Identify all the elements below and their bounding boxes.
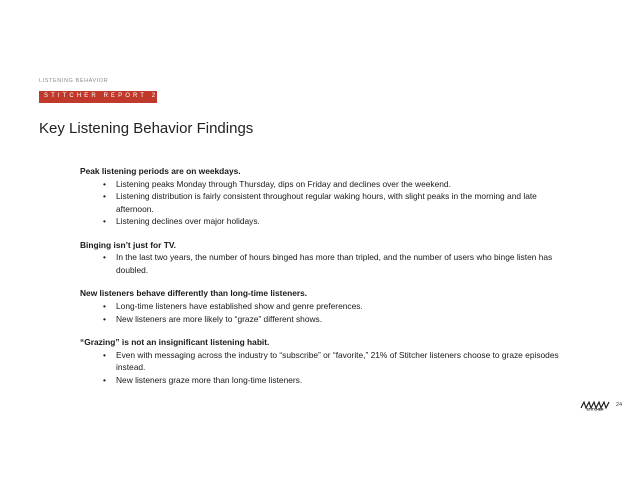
finding-bullets [80, 178, 560, 228]
finding-heading: New listeners behave differently than long-time listeners. [80, 288, 308, 299]
finding-heading: “Grazing” is not an insignificant listening habit. [80, 336, 270, 347]
page-title: Key Listening Behavior Findings [39, 120, 254, 137]
finding-bullet [80, 349, 560, 374]
finding-bullet [80, 313, 560, 326]
report-band [39, 91, 178, 103]
section-eyebrow: LISTENING BEHAVIOR [39, 78, 109, 84]
bullet-icon: • [103, 191, 106, 202]
finding-section [80, 165, 560, 228]
finding-bullet [80, 178, 560, 191]
bullet-icon: • [103, 216, 106, 227]
finding-bullets [80, 251, 560, 276]
bullet-text: In the last two years, the number of hours binged has more than tripled, and the number of users who binge listen has doubled. [116, 252, 553, 275]
report-band-label: STITCHER REPORT 2020 [44, 93, 178, 99]
bullet-icon: • [103, 313, 106, 324]
bullet-text: New listeners are more likely to “graze” different shows. [116, 313, 323, 324]
finding-heading: Binging isn’t just for TV. [80, 239, 177, 250]
logo-text: STITCHER [586, 407, 604, 411]
finding-section [80, 336, 560, 386]
finding-bullet [80, 300, 560, 313]
stitcher-logo [580, 399, 610, 411]
bullet-text: Listening declines over major holidays. [116, 216, 260, 227]
finding-bullet [80, 374, 560, 387]
bullet-icon: • [103, 374, 106, 385]
bullet-text: Listening peaks Monday through Thursday, dips on Friday and declines over the weekend. [116, 178, 451, 189]
bullet-icon: • [103, 252, 106, 263]
finding-section [80, 239, 560, 277]
bullet-text: Listening distribution is fairly consistent throughout regular waking hours, with slight peaks in the morning and late afternoon. [116, 191, 537, 214]
bullet-icon: • [103, 300, 106, 311]
bullet-text: Even with messaging across the industry to “subscribe” or “favorite,” 21% of Stitcher listeners choose to graze episodes instead. [116, 349, 559, 373]
bullet-icon: • [103, 349, 106, 360]
finding-heading: Peak listening periods are on weekdays. [80, 166, 241, 176]
bullet-text: New listeners graze more than long-time listeners. [116, 374, 303, 385]
page-number: 24 [616, 402, 623, 408]
findings-content [80, 165, 560, 397]
finding-bullets [80, 300, 560, 325]
finding-bullet [80, 215, 560, 228]
finding-bullets [80, 349, 560, 387]
bullet-icon: • [103, 178, 106, 189]
finding-section [80, 287, 560, 325]
bullet-text: Long-time listeners have established show and genre preferences. [116, 300, 363, 311]
finding-bullet [80, 190, 560, 215]
finding-bullet [80, 251, 560, 276]
